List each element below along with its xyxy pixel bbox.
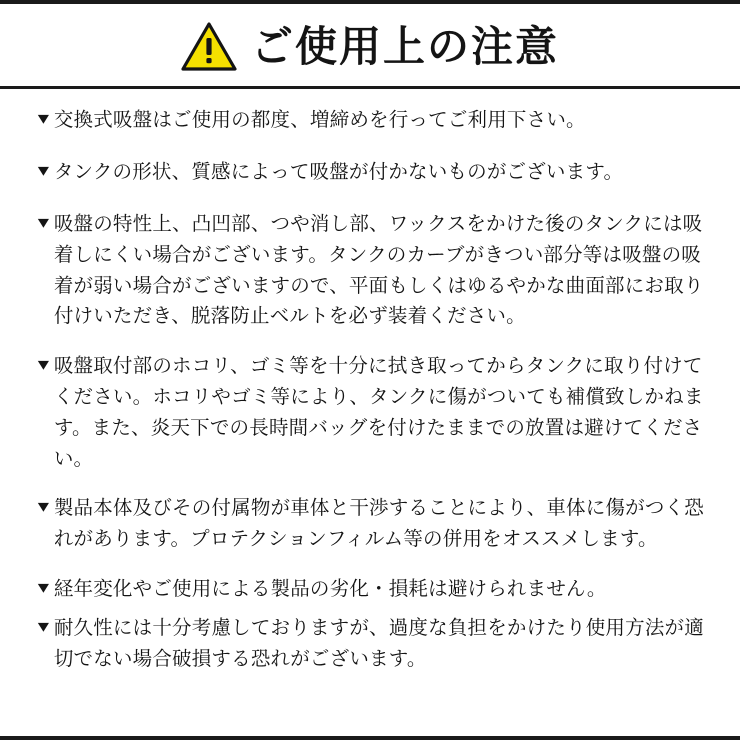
list-item: [34, 209, 710, 332]
page-title: ご使用上の注意: [250, 22, 559, 70]
bullet-icon: ▼: [34, 356, 53, 374]
list-item: [34, 351, 710, 474]
bottom-divider: [0, 736, 740, 740]
bullet-icon: ▼: [34, 618, 53, 636]
warning-triangle-icon: [181, 22, 237, 72]
top-divider: [0, 0, 740, 4]
bullet-icon: ▼: [34, 214, 53, 232]
bullet-icon: ▼: [34, 110, 53, 128]
bullet-icon: ▼: [34, 162, 53, 180]
list-item: [34, 613, 710, 675]
note-text: 吸盤取付部のホコリ、ゴミ等を十分に拭き取ってからタンクに取り付けてください。ホコリやゴミ等により、タンクに傷がついても補償致しかねます。また、炎天下での長時間バッグを付けたままでの放置は避けてください。: [53, 355, 704, 470]
bullet-icon: ▼: [34, 499, 53, 516]
note-text: 交換式吸盤はご使用の都度、増締めを行ってご利用下さい。: [53, 109, 586, 131]
bullet-icon: ▼: [34, 579, 53, 597]
list-item: [34, 157, 710, 190]
notes-list: [0, 89, 740, 675]
list-item: [34, 493, 710, 555]
note-text: 吸盤の特性上、凸凹部、つや消し部、ワックスをかけた後のタンクには吸着しにくい場合がございます。タンクのカーブがきつい部分等は吸盤の吸着が弱い場合がございますので、平面もしくはゆるやかな曲面部にお取り付けいただき、脱落防止ベルトを必ず装着ください。: [53, 213, 704, 328]
note-text: 製品本体及びその付属物が車体と干渉することにより、車体に傷がつく恐れがあります。プロテクションフィルム等の併用をオススメします。: [53, 497, 704, 551]
note-text: タンクの形状、質感によって吸盤が付かないものがございます。: [53, 161, 624, 184]
page-header: [0, 0, 740, 80]
list-item: [34, 105, 710, 138]
note-text: 経年変化やご使用による製品の劣化・損耗は避けられません。: [53, 578, 607, 600]
list-item: [34, 574, 710, 607]
note-text: 耐久性には十分考慮しておりますが、過度な負担をかけたり使用方法が適切でない場合破損する恐れがございます。: [53, 617, 704, 670]
